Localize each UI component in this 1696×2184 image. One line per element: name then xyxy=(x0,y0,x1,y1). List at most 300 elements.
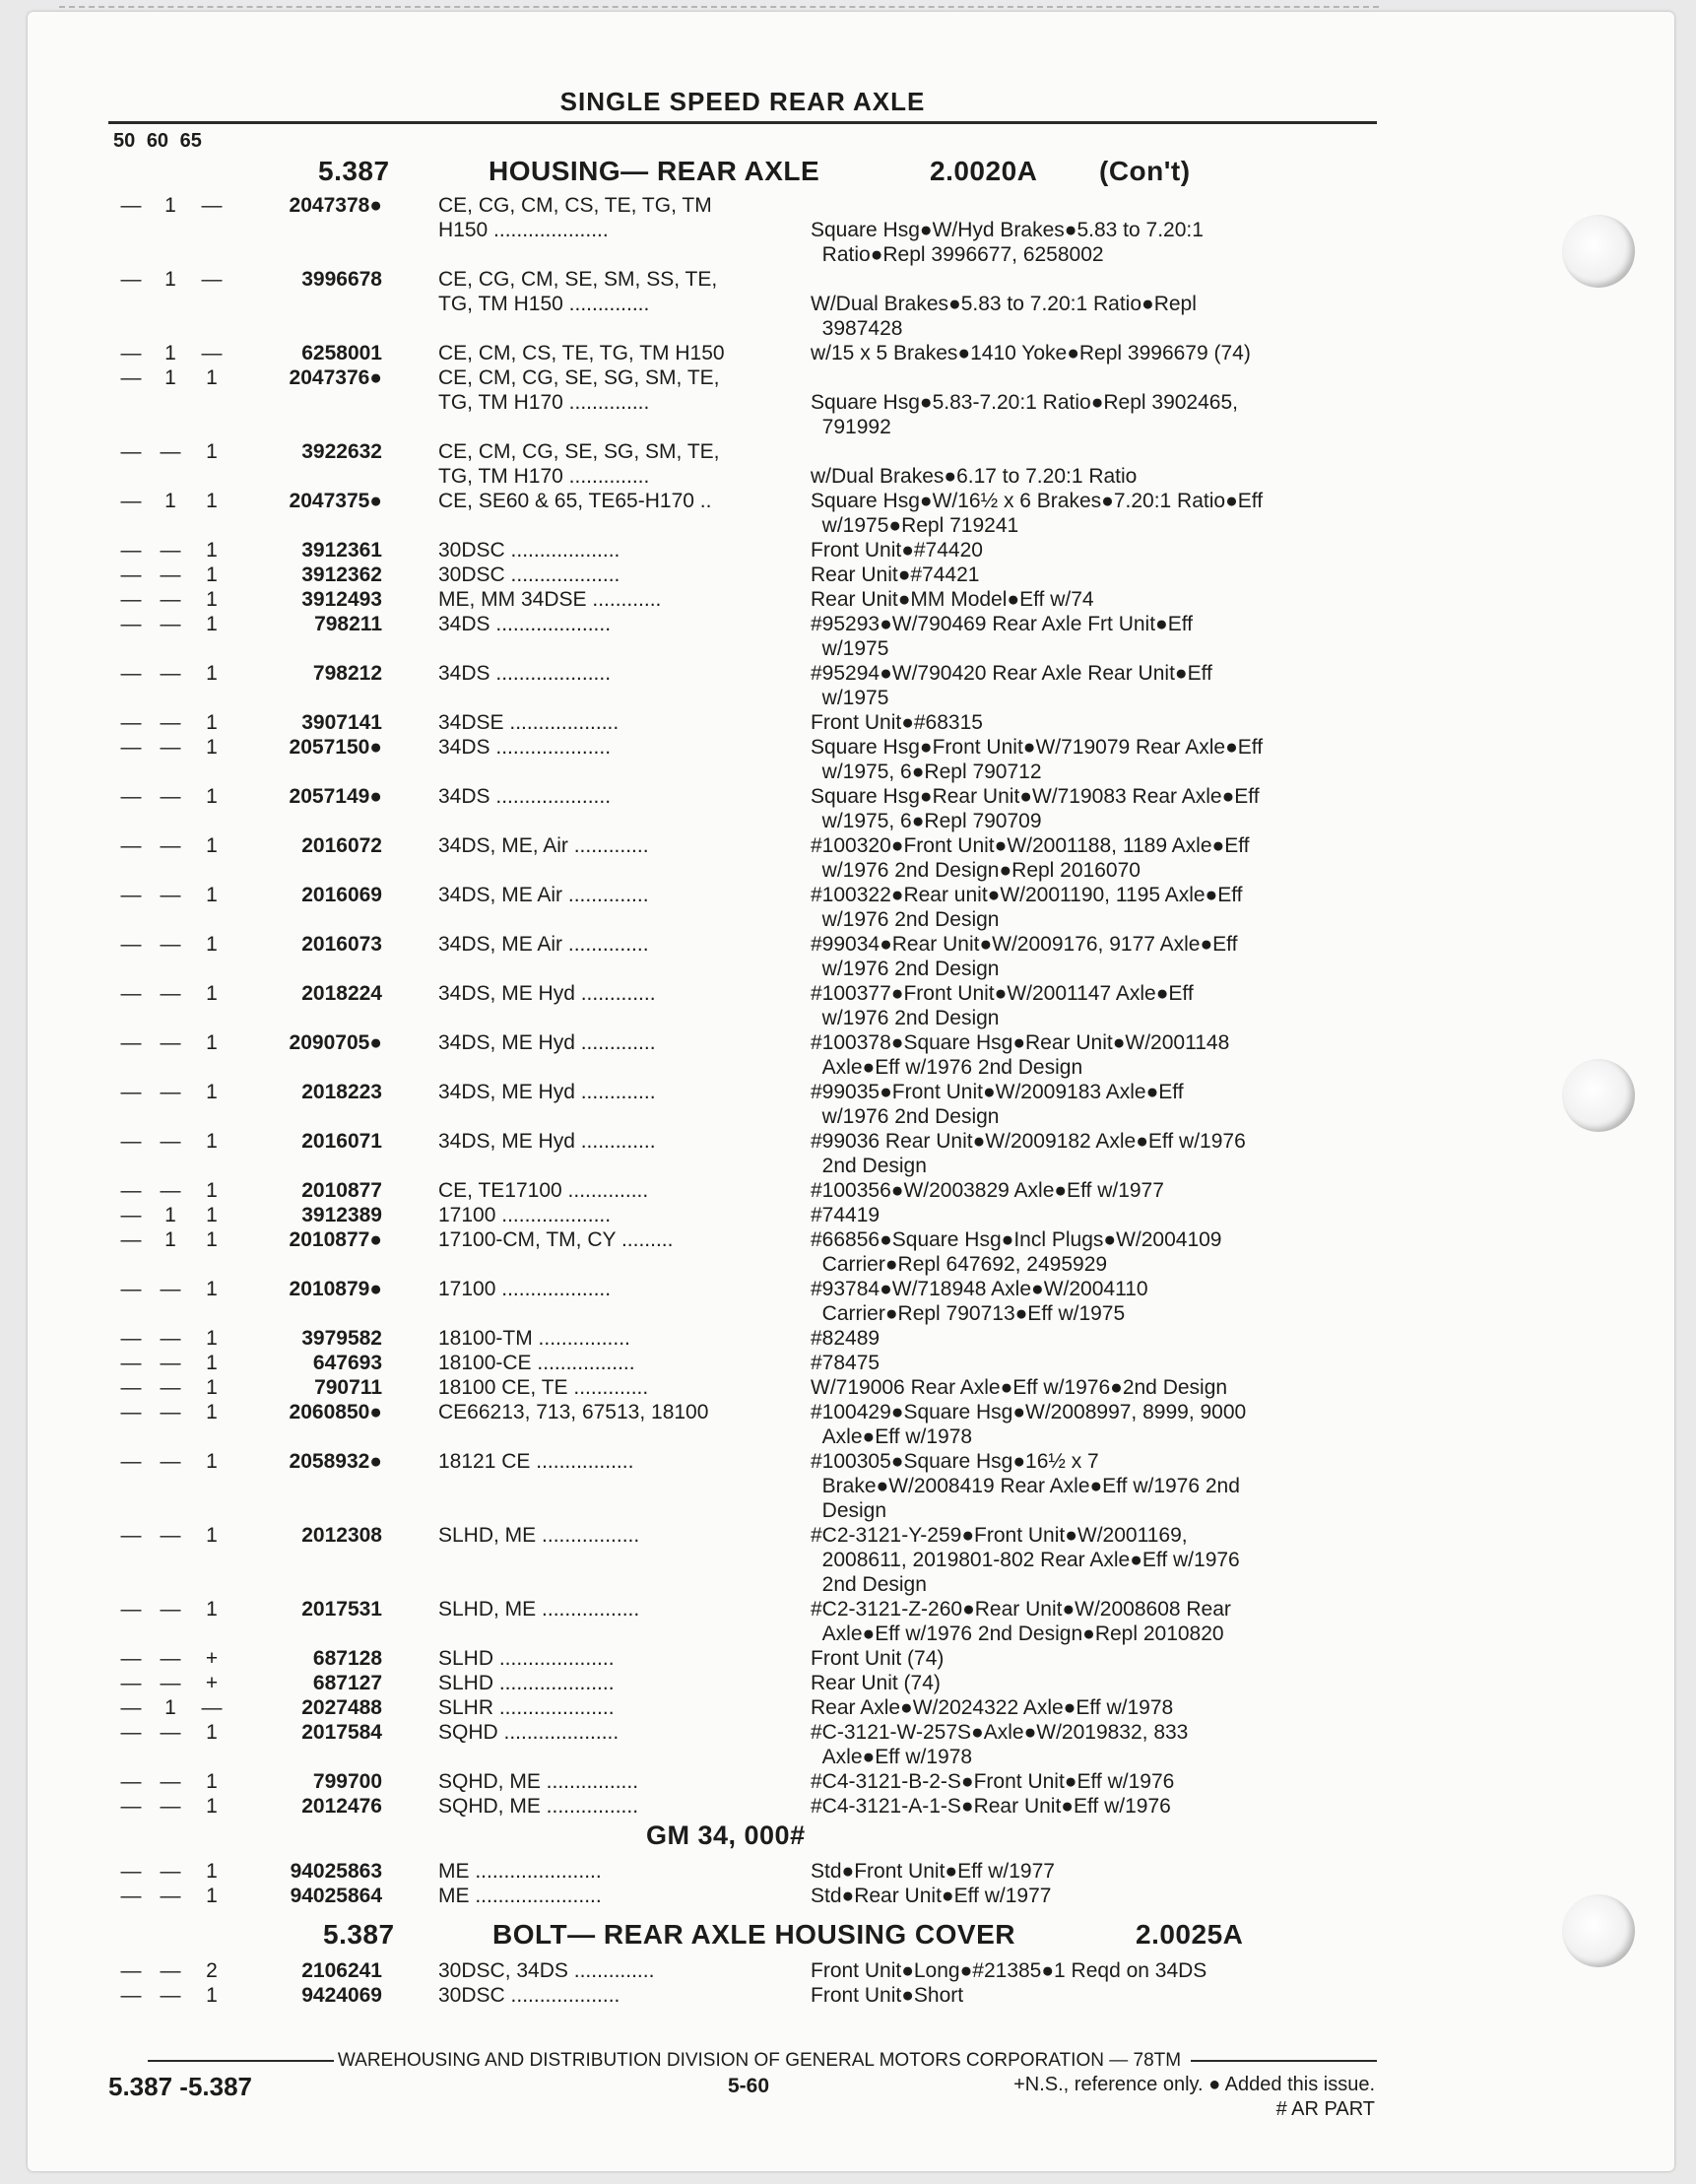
part-number: 687127 xyxy=(312,1672,382,1694)
part-row xyxy=(108,1884,1389,1908)
part-number: 2016072 xyxy=(301,834,382,857)
part-row xyxy=(108,1080,1389,1129)
usage-col-1: — xyxy=(120,1984,142,2007)
part-number: 798211 xyxy=(314,613,382,635)
usage-col-1: — xyxy=(120,1352,142,1374)
column-header-60: 60 xyxy=(146,130,169,152)
usage-col-2: 1 xyxy=(164,366,176,389)
part-row xyxy=(108,1695,1389,1720)
part-row xyxy=(108,267,1389,341)
usage-col-3: 1 xyxy=(206,588,218,611)
model-applicability: ME, MM 34DSE ............ xyxy=(438,588,662,611)
model-applicability: CE66213, 713, 67513, 18100 xyxy=(438,1401,709,1423)
usage-col-3: 1 xyxy=(206,1228,218,1251)
usage-col-1: — xyxy=(120,1376,142,1399)
part-description: #C2-3121-Y-259●Front Unit●W/2001169, 2008611, 2019801-802 Rear Axle●Eff w/1976 2nd Design xyxy=(811,1524,1240,1596)
section-title: HOUSING— REAR AXLE xyxy=(489,156,820,186)
part-row xyxy=(108,439,1389,489)
part-row xyxy=(108,1859,1389,1884)
usage-col-3: 1 xyxy=(206,613,218,635)
usage-col-2: — xyxy=(160,1031,181,1054)
part-description: #C4-3121-B-2-S●Front Unit●Eff w/1976 xyxy=(811,1770,1175,1793)
usage-col-1: — xyxy=(120,440,142,463)
part-description: #100305●Square Hsg●16½ x 7 Brake●W/2008419 Rear Axle●Eff w/1976 2nd Design xyxy=(811,1450,1240,1522)
model-applicability: CE, TE17100 .............. xyxy=(438,1179,649,1202)
usage-col-2: — xyxy=(160,711,181,734)
part-description: Rear Axle●W/2024322 Axle●Eff w/1978 xyxy=(811,1696,1174,1719)
usage-col-3: 1 xyxy=(206,933,218,956)
usage-col-1: — xyxy=(120,1770,142,1793)
part-description: #99034●Rear Unit●W/2009176, 9177 Axle●Eff w/1976 2nd Design xyxy=(811,933,1238,980)
part-row xyxy=(108,661,1389,710)
part-number: 2090705● xyxy=(289,1031,382,1054)
usage-col-3: 1 xyxy=(206,1376,218,1399)
part-description: Std●Front Unit●Eff w/1977 xyxy=(811,1860,1055,1883)
usage-col-2: — xyxy=(160,1598,181,1621)
usage-col-1: — xyxy=(120,982,142,1005)
part-number: 2010877 xyxy=(301,1179,382,1202)
model-applicability: SLHD .................... xyxy=(438,1672,615,1694)
usage-col-2: — xyxy=(160,933,181,956)
usage-col-3: 1 xyxy=(206,1885,218,1907)
usage-col-2: — xyxy=(160,982,181,1005)
part-number: 3912389 xyxy=(301,1204,382,1226)
part-row xyxy=(108,341,1389,365)
part-number: 2047376● xyxy=(289,366,382,389)
usage-col-1: — xyxy=(120,1860,142,1883)
usage-col-2: — xyxy=(160,736,181,759)
part-row xyxy=(108,365,1389,439)
usage-col-3: 1 xyxy=(206,1179,218,1202)
usage-col-2: 1 xyxy=(164,194,176,217)
model-applicability: ME ...................... xyxy=(438,1885,602,1907)
usage-col-1: — xyxy=(120,1885,142,1907)
part-number: 2047375● xyxy=(289,490,382,512)
part-number: 2010879● xyxy=(289,1278,382,1300)
part-description: #66856●Square Hsg●Incl Plugs●W/2004109 Carrier●Repl 647692, 2495929 xyxy=(811,1228,1222,1276)
part-description: Rear Unit (74) xyxy=(811,1672,941,1694)
model-applicability: CE, CG, CM, CS, TE, TG, TM H150 .................... xyxy=(438,194,712,241)
part-number: 3996678 xyxy=(301,268,382,291)
usage-col-2: — xyxy=(160,613,181,635)
part-number: 9424069 xyxy=(301,1984,382,2007)
part-description: w/15 x 5 Brakes●1410 Yoke●Repl 3996679 (74) xyxy=(811,342,1251,364)
part-row xyxy=(108,1351,1389,1375)
usage-col-3: 1 xyxy=(206,736,218,759)
part-description: #99035●Front Unit●W/2009183 Axle●Eff w/1976 2nd Design xyxy=(811,1081,1184,1128)
model-applicability: 34DS, ME Hyd ............. xyxy=(438,1130,656,1153)
part-description: Square Hsg●Front Unit●W/719079 Rear Axle●Eff w/1975, 6●Repl 790712 xyxy=(811,736,1264,783)
usage-col-2: — xyxy=(160,662,181,685)
part-row xyxy=(108,587,1389,612)
part-number: 647693 xyxy=(312,1352,382,1374)
usage-col-3: + xyxy=(205,1672,219,1694)
usage-col-2: — xyxy=(160,1401,181,1423)
model-applicability: SLHD, ME ................. xyxy=(438,1524,640,1547)
model-applicability: 17100 ................... xyxy=(438,1204,612,1226)
parts-list-gm34000 xyxy=(108,1859,1389,1908)
usage-col-2: — xyxy=(160,1450,181,1473)
usage-col-1: — xyxy=(120,1598,142,1621)
usage-col-1: — xyxy=(120,1647,142,1670)
usage-col-3: — xyxy=(201,1696,223,1719)
part-description: #C2-3121-Z-260●Rear Unit●W/2008608 Rear Axle●Eff w/1976 2nd Design●Repl 2010820 xyxy=(811,1598,1231,1645)
part-description: Front Unit (74) xyxy=(811,1647,945,1670)
part-description: Rear Unit●MM Model●Eff w/74 xyxy=(811,588,1094,611)
part-description: Square Hsg●W/16½ x 6 Brakes●7.20:1 Ratio●Eff w/1975●Repl 719241 xyxy=(811,490,1264,537)
part-description: #93784●W/718948 Axle●W/2004110 Carrier●Repl 790713●Eff w/1975 xyxy=(811,1278,1148,1325)
usage-col-2: 1 xyxy=(164,1228,176,1251)
model-applicability: 34DS, ME Hyd ............. xyxy=(438,1081,656,1103)
usage-col-2: — xyxy=(160,1860,181,1883)
model-applicability: 17100 ................... xyxy=(438,1278,612,1300)
usage-col-1: — xyxy=(120,834,142,857)
model-applicability: 18121 CE ................. xyxy=(438,1450,634,1473)
usage-col-3: 1 xyxy=(206,1984,218,2007)
top-edge-line xyxy=(59,6,1379,8)
section-code: 2.0025A xyxy=(1136,1919,1244,1950)
part-row xyxy=(108,1794,1389,1819)
part-number: 2016069 xyxy=(301,884,382,906)
part-description: #C4-3121-A-1-S●Rear Unit●Eff w/1976 xyxy=(811,1795,1171,1818)
part-row xyxy=(108,883,1389,932)
part-number: 2018223 xyxy=(301,1081,382,1103)
part-description: Square Hsg●W/Hyd Brakes●5.83 to 7.20:1 Ratio●Repl 3996677, 6258002 xyxy=(811,219,1204,266)
usage-col-2: — xyxy=(160,539,181,562)
usage-col-1: — xyxy=(120,736,142,759)
part-description: #95294●W/790420 Rear Axle Rear Unit●Eff w/1975 xyxy=(811,662,1212,709)
part-number: 790711 xyxy=(314,1376,382,1399)
usage-col-2: — xyxy=(160,1672,181,1694)
usage-col-3: — xyxy=(201,194,223,217)
part-row xyxy=(108,612,1389,661)
model-applicability: ME ...................... xyxy=(438,1860,602,1883)
part-row xyxy=(108,563,1389,587)
usage-col-2: — xyxy=(160,1352,181,1374)
usage-col-2: 1 xyxy=(164,342,176,364)
usage-col-3: 1 xyxy=(206,1401,218,1423)
part-number: 3912493 xyxy=(301,588,382,611)
model-applicability: SQHD .................... xyxy=(438,1721,620,1744)
binder-hole xyxy=(1562,1894,1635,1967)
part-number: 2012308 xyxy=(301,1524,382,1547)
model-applicability: 34DS .................... xyxy=(438,662,612,685)
column-header-65: 65 xyxy=(179,130,202,152)
usage-col-2: — xyxy=(160,1278,181,1300)
usage-col-3: + xyxy=(205,1647,219,1670)
usage-col-1: — xyxy=(120,1179,142,1202)
part-row xyxy=(108,1983,1389,2008)
part-number: 2047378● xyxy=(289,194,382,217)
part-row xyxy=(108,1400,1389,1449)
usage-col-1: — xyxy=(120,588,142,611)
part-row xyxy=(108,193,1389,267)
footer-division: WAREHOUSING AND DISTRIBUTION DIVISION OF GENERAL MOTORS CORPORATION — 78TM xyxy=(337,2050,1182,2071)
usage-col-1: — xyxy=(120,1959,142,1982)
usage-col-1: — xyxy=(120,268,142,291)
usage-col-2: — xyxy=(160,563,181,586)
usage-col-1: — xyxy=(120,563,142,586)
footer-note-ar: # AR PART xyxy=(1275,2098,1375,2120)
model-year-columns xyxy=(113,130,202,153)
usage-col-1: — xyxy=(120,1450,142,1473)
usage-col-1: — xyxy=(120,1795,142,1818)
usage-col-2: — xyxy=(160,1770,181,1793)
usage-col-3: 1 xyxy=(206,1450,218,1473)
part-row xyxy=(108,833,1389,883)
model-applicability: 34DSE ................... xyxy=(438,711,620,734)
usage-col-1: — xyxy=(120,539,142,562)
usage-col-1: — xyxy=(120,1401,142,1423)
usage-col-2: — xyxy=(160,1795,181,1818)
model-applicability: CE, CM, CG, SE, SG, SM, TE, TG, TM H170 .............. xyxy=(438,366,720,414)
usage-col-1: — xyxy=(120,662,142,685)
footer-rule-right xyxy=(1191,2060,1377,2062)
part-number: 3912362 xyxy=(301,563,382,586)
part-number: 2010877● xyxy=(289,1228,382,1251)
usage-col-3: 1 xyxy=(206,1721,218,1744)
usage-col-2: — xyxy=(160,785,181,808)
part-description: W/Dual Brakes●5.83 to 7.20:1 Ratio●Repl 3987428 xyxy=(811,293,1197,340)
model-applicability: 34DS, ME Hyd ............. xyxy=(438,1031,656,1054)
part-row xyxy=(108,784,1389,833)
model-applicability: CE, CM, CS, TE, TG, TM H150 xyxy=(438,342,725,364)
usage-col-1: — xyxy=(120,1031,142,1054)
part-number: 94025864 xyxy=(290,1885,382,1907)
part-row xyxy=(108,1646,1389,1671)
part-row xyxy=(108,1203,1389,1227)
usage-col-1: — xyxy=(120,1278,142,1300)
part-row xyxy=(108,1523,1389,1597)
part-description: #100322●Rear unit●W/2001190, 1195 Axle●Eff w/1976 2nd Design xyxy=(811,884,1243,931)
usage-col-2: — xyxy=(160,440,181,463)
part-number: 2058932● xyxy=(289,1450,382,1473)
usage-col-2: — xyxy=(160,884,181,906)
usage-col-2: — xyxy=(160,1885,181,1907)
part-row xyxy=(108,1671,1389,1695)
usage-col-1: — xyxy=(120,1721,142,1744)
usage-col-1: — xyxy=(120,613,142,635)
part-number: 3922632 xyxy=(301,440,382,463)
usage-col-1: — xyxy=(120,342,142,364)
usage-col-2: 1 xyxy=(164,268,176,291)
part-row xyxy=(108,710,1389,735)
part-description: #100429●Square Hsg●W/2008997, 8999, 9000 Axle●Eff w/1978 xyxy=(811,1401,1247,1448)
page-title: SINGLE SPEED REAR AXLE xyxy=(559,87,926,116)
part-row xyxy=(108,538,1389,563)
part-description: Std●Rear Unit●Eff w/1977 xyxy=(811,1885,1052,1907)
column-header-50: 50 xyxy=(113,130,136,152)
part-number: 2027488 xyxy=(301,1696,382,1719)
usage-col-1: — xyxy=(120,1696,142,1719)
usage-col-2: — xyxy=(160,1081,181,1103)
part-row xyxy=(108,1326,1389,1351)
usage-col-3: 1 xyxy=(206,662,218,685)
model-applicability: 34DS, ME Air .............. xyxy=(438,884,649,906)
part-number: 3912361 xyxy=(301,539,382,562)
section-code: 2.0020A xyxy=(930,156,1038,186)
usage-col-2: — xyxy=(160,1179,181,1202)
part-number: 2016071 xyxy=(301,1130,382,1153)
part-number: 94025863 xyxy=(290,1860,382,1883)
part-number: 2106241 xyxy=(301,1959,382,1982)
part-description: Rear Unit●#74421 xyxy=(811,563,980,586)
usage-col-2: 1 xyxy=(164,490,176,512)
binder-hole xyxy=(1562,215,1635,288)
usage-col-3: 1 xyxy=(206,1795,218,1818)
model-applicability: 30DSC ................... xyxy=(438,563,620,586)
part-description: #82489 xyxy=(811,1327,881,1350)
part-number: 3979582 xyxy=(301,1327,382,1350)
parts-list-bolt xyxy=(108,1958,1389,2008)
part-number: 2017584 xyxy=(301,1721,382,1744)
part-description: W/719006 Rear Axle●Eff w/1976●2nd Design xyxy=(811,1376,1228,1399)
section-continued: (Con't) xyxy=(1099,156,1191,186)
usage-col-3: 1 xyxy=(206,1327,218,1350)
part-description: #99036 Rear Unit●W/2009182 Axle●Eff w/1976 2nd Design xyxy=(811,1130,1246,1177)
usage-col-3: 1 xyxy=(206,539,218,562)
part-row xyxy=(108,1958,1389,1983)
usage-col-1: — xyxy=(120,490,142,512)
part-number: 687128 xyxy=(312,1647,382,1670)
part-description: w/Dual Brakes●6.17 to 7.20:1 Ratio xyxy=(811,465,1138,488)
usage-col-2: — xyxy=(160,1130,181,1153)
part-description: Front Unit●#68315 xyxy=(811,711,983,734)
model-applicability: 30DSC ................... xyxy=(438,539,620,562)
usage-col-1: — xyxy=(120,884,142,906)
model-applicability: 18100 CE, TE ............. xyxy=(438,1376,649,1399)
part-number: 799700 xyxy=(312,1770,382,1793)
usage-col-3: 1 xyxy=(206,366,218,389)
page-number: 5-60 xyxy=(728,2075,770,2097)
part-row xyxy=(108,1277,1389,1326)
part-number: 2060850● xyxy=(289,1401,382,1423)
part-description: Square Hsg●5.83-7.20:1 Ratio●Repl 3902465, 791992 xyxy=(811,391,1238,438)
model-applicability: 30DSC ................... xyxy=(438,1984,620,2007)
usage-col-3: 1 xyxy=(206,834,218,857)
part-row xyxy=(108,932,1389,981)
footer-notes xyxy=(867,2073,1375,2122)
model-applicability: 34DS .................... xyxy=(438,736,612,759)
usage-col-1: — xyxy=(120,1228,142,1251)
usage-col-3: 1 xyxy=(206,490,218,512)
model-applicability: 34DS .................... xyxy=(438,613,612,635)
usage-col-3: 1 xyxy=(206,785,218,808)
part-description: #78475 xyxy=(811,1352,881,1374)
model-applicability: CE, SE60 & 65, TE65-H170 .. xyxy=(438,490,712,512)
usage-col-3: 1 xyxy=(206,1204,218,1226)
usage-col-3: 1 xyxy=(206,1524,218,1547)
part-number: 2057149● xyxy=(289,785,382,808)
part-number: 2012476 xyxy=(301,1795,382,1818)
usage-col-1: — xyxy=(120,1204,142,1226)
part-description: Front Unit●Long●#21385●1 Reqd on 34DS xyxy=(811,1959,1207,1982)
part-number: 6258001 xyxy=(301,342,382,364)
part-description: Front Unit●#74420 xyxy=(811,539,983,562)
model-applicability: 34DS, ME Hyd ............. xyxy=(438,982,656,1005)
usage-col-3: 1 xyxy=(206,563,218,586)
usage-col-1: — xyxy=(120,194,142,217)
model-applicability: SLHD .................... xyxy=(438,1647,615,1670)
part-description: #C-3121-W-257S●Axle●W/2019832, 833 Axle●Eff w/1978 xyxy=(811,1721,1189,1768)
part-description: Square Hsg●Rear Unit●W/719083 Rear Axle●Eff w/1975, 6●Repl 790709 xyxy=(811,785,1260,832)
usage-col-2: — xyxy=(160,1959,181,1982)
usage-col-2: — xyxy=(160,1721,181,1744)
usage-col-2: 1 xyxy=(164,1696,176,1719)
part-description: #100320●Front Unit●W/2001188, 1189 Axle●Eff w/1976 2nd Design●Repl 2016070 xyxy=(811,834,1250,882)
usage-col-1: — xyxy=(120,1524,142,1547)
model-applicability: 34DS, ME, Air ............. xyxy=(438,834,649,857)
part-row xyxy=(108,735,1389,784)
subsection-heading: GM 34, 000# xyxy=(646,1820,806,1850)
usage-col-2: 1 xyxy=(164,1204,176,1226)
model-applicability: 34DS .................... xyxy=(438,785,612,808)
part-row xyxy=(108,1449,1389,1523)
usage-col-3: — xyxy=(201,268,223,291)
usage-col-3: — xyxy=(201,342,223,364)
footer-note-legend: +N.S., reference only. ● Added this issue. xyxy=(1013,2074,1375,2095)
model-applicability: CE, CM, CG, SE, SG, SM, TE, TG, TM H170 .............. xyxy=(438,440,720,488)
model-applicability: 34DS, ME Air .............. xyxy=(438,933,649,956)
usage-col-2: — xyxy=(160,588,181,611)
usage-col-3: 1 xyxy=(206,884,218,906)
part-number: 798212 xyxy=(312,662,382,685)
usage-col-3: 1 xyxy=(206,711,218,734)
part-number: 3907141 xyxy=(301,711,382,734)
model-applicability: SLHR .................... xyxy=(438,1696,615,1719)
section-number: 5.387 xyxy=(318,156,390,186)
footer-range: 5.387 -5.387 xyxy=(108,2072,253,2101)
parts-list-housing xyxy=(108,193,1389,1819)
usage-col-1: — xyxy=(120,1672,142,1694)
part-number: 2018224 xyxy=(301,982,382,1005)
usage-col-3: 1 xyxy=(206,1770,218,1793)
part-description: Front Unit●Short xyxy=(811,1984,964,2007)
part-description: #74419 xyxy=(811,1204,881,1226)
footer-rule-left xyxy=(148,2060,334,2062)
part-row xyxy=(108,1030,1389,1080)
section-title: BOLT— REAR AXLE HOUSING COVER xyxy=(492,1919,1015,1950)
usage-col-3: 1 xyxy=(206,982,218,1005)
model-applicability: 18100-TM ................ xyxy=(438,1327,630,1350)
usage-col-2: — xyxy=(160,1647,181,1670)
part-row xyxy=(108,1769,1389,1794)
part-description: #100378●Square Hsg●Rear Unit●W/2001148 Axle●Eff w/1976 2nd Design xyxy=(811,1031,1230,1079)
usage-col-3: 2 xyxy=(206,1959,218,1982)
model-applicability: SQHD, ME ................ xyxy=(438,1795,639,1818)
usage-col-1: — xyxy=(120,1327,142,1350)
usage-col-2: — xyxy=(160,1376,181,1399)
usage-col-2: — xyxy=(160,1984,181,2007)
part-row xyxy=(108,1129,1389,1178)
part-row xyxy=(108,1375,1389,1400)
part-number: 2016073 xyxy=(301,933,382,956)
usage-col-2: — xyxy=(160,1524,181,1547)
usage-col-1: — xyxy=(120,1130,142,1153)
footer-division-line xyxy=(148,2050,1377,2072)
title-rule xyxy=(108,121,1377,124)
part-row xyxy=(108,981,1389,1030)
usage-col-2: — xyxy=(160,834,181,857)
model-applicability: 30DSC, 34DS .............. xyxy=(438,1959,655,1982)
part-description: #100377●Front Unit●W/2001147 Axle●Eff w/1976 2nd Design xyxy=(811,982,1194,1029)
model-applicability: 17100-CM, TM, CY ......... xyxy=(438,1228,674,1251)
part-row xyxy=(108,1178,1389,1203)
part-number: 2017531 xyxy=(301,1598,382,1621)
model-applicability: CE, CG, CM, SE, SM, SS, TE, TG, TM H150 .............. xyxy=(438,268,718,315)
part-row xyxy=(108,1227,1389,1277)
model-applicability: 18100-CE ................. xyxy=(438,1352,635,1374)
